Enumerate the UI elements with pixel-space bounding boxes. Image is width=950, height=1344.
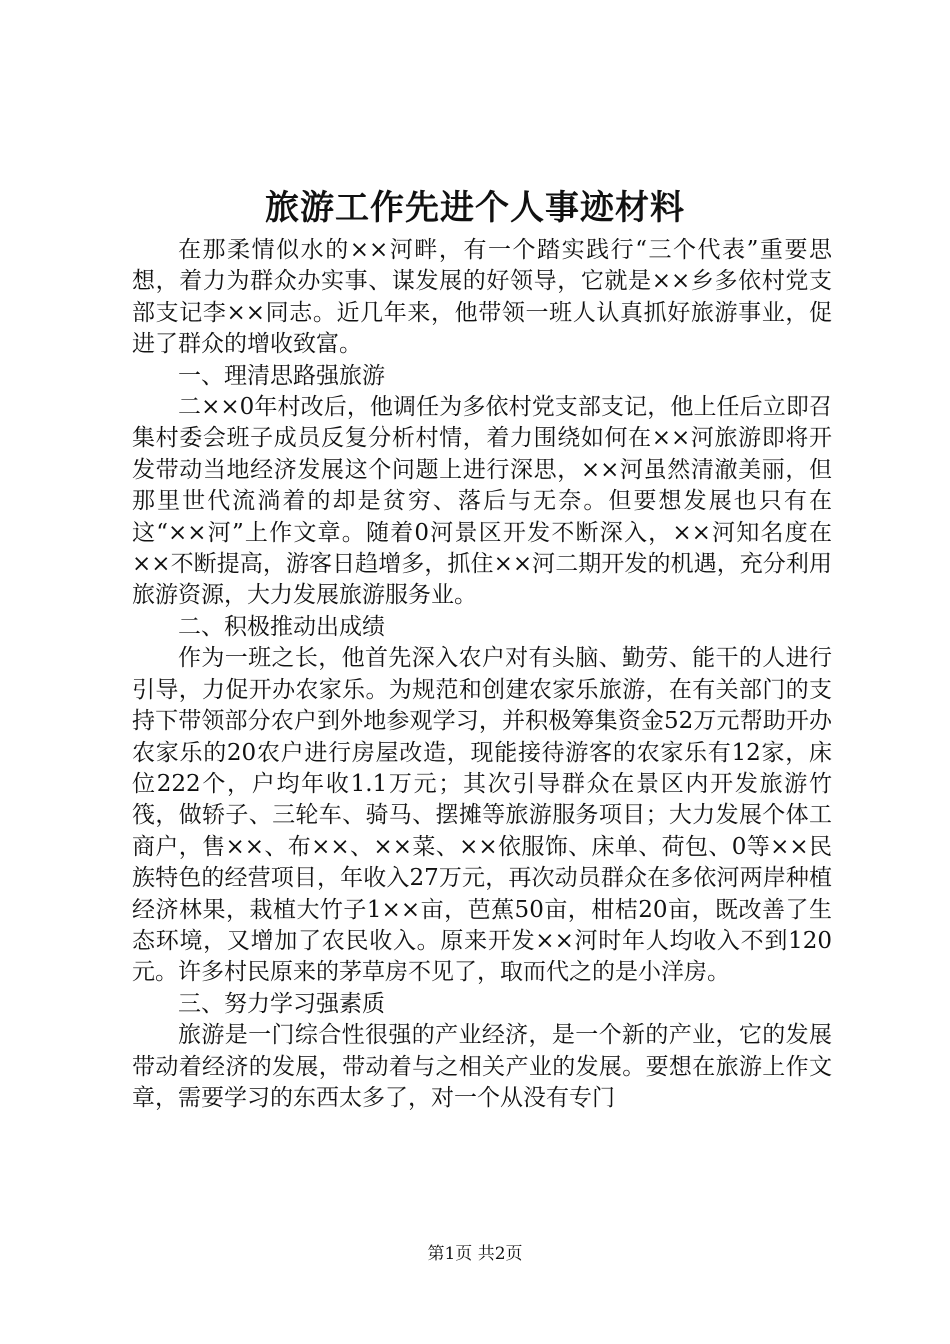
page-number-footer: 第1页 共2页: [427, 1244, 523, 1264]
paragraph-intro: 在那柔情似水的××河畔，有一个踏实践行“三个代表”重要思想，着力为群众办实事、谋发展的好领导，它就是××乡多依村党支部支记李××同志。近几年来，他带领一班人认真抓好旅游事业，促进了群众的增收致富。: [132, 237, 832, 358]
document-body: [132, 235, 832, 1114]
paragraph-section-2: 作为一班之长，他首先深入农户对有头脑、勤劳、能干的人进行引导，力促开办农家乐。为规范和创建农家乐旅游，在有关部门的支持下带领部分农户到外地参观学习，并积极筹集资金52万元帮助开办农家乐的20农户进行房屋改造，现能接待游客的农家乐有12家，床位222个，户均年收1.1万元；其次引导群众在景区内开发旅游竹筏，做轿子、三轮车、骑马、摆摊等旅游服务项目；大力发展个体工商户，售××、布××、××菜、××依服饰、床单、荷包、0等××民族特色的经营项目，年收入27万元，再次动员群众在多依河两岸种植经济林果，栽植大竹子1××亩，芭蕉50亩，柑桔20亩，既改善了生态环境，又增加了农民收入。原来开发××河时年人均收入不到120元。许多村民原来的茅草房不见了，取而代之的是小洋房。: [132, 645, 832, 986]
page-title: 旅游工作先进个人事迹材料: [265, 188, 685, 228]
section-heading-2: 二、积极推动出成绩: [178, 613, 385, 640]
paragraph-section-1: 二××0年村改后，他调任为多依村党支部支记，他上任后立即召集村委会班子成员反复分析村情，着力围绕如何在××河旅游即将开发带动当地经济发展这个问题上进行深思，××河虽然清澈美丽，但那里世代流淌着的却是贫穷、落后与无奈。但要想发展也只有在这“××河”上作文章。随着0河景区开发不断深入，××河知名度在××不断提高，游客日趋增多，抓住××河二期开发的机遇，充分利用旅游资源，大力发展旅游服务业。: [132, 394, 832, 609]
section-heading-1: 一、理清思路强旅游: [178, 362, 385, 389]
section-heading-3: 三、努力学习强素质: [178, 990, 385, 1017]
paragraph-section-3: 旅游是一门综合性很强的产业经济，是一个新的产业，它的发展带动着经济的发展，带动着与之相关产业的发展。要想在旅游上作文章，需要学习的东西太多了，对一个从没有专门: [132, 1022, 832, 1111]
